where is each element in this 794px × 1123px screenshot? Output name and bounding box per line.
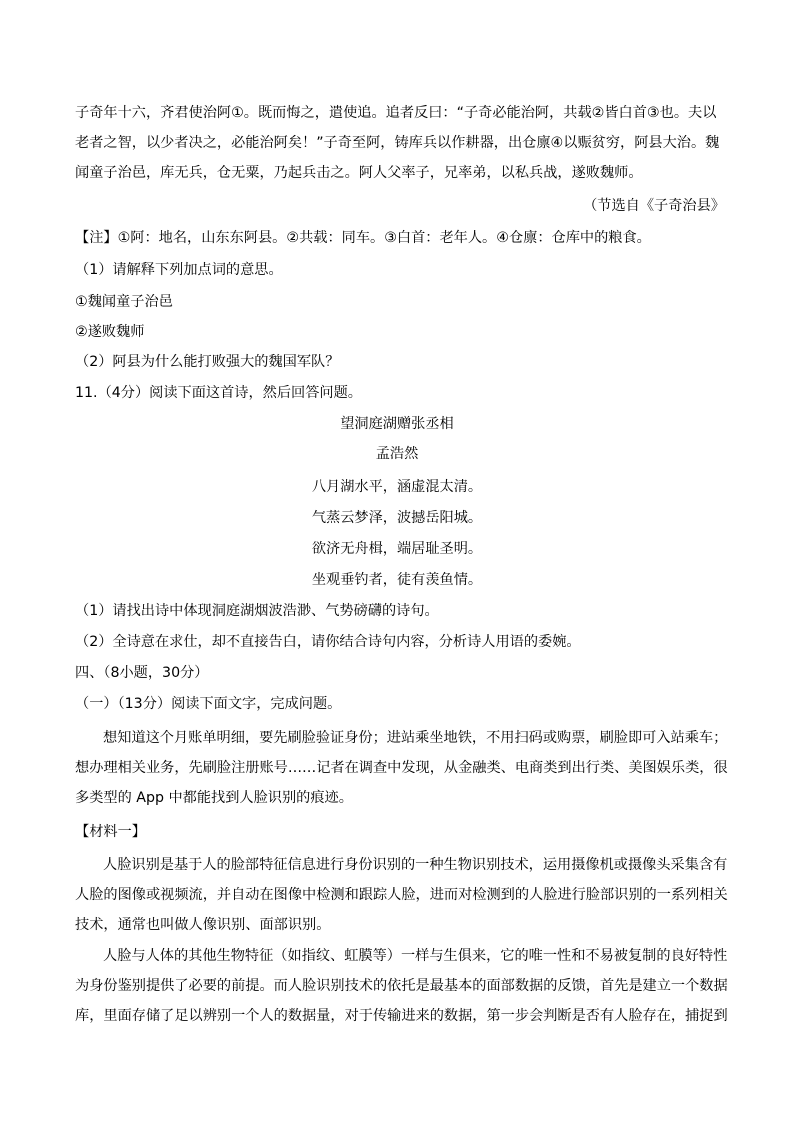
para1-line-3: 技术，通常也叫做人像识别、面部识别。 [75, 917, 331, 933]
passage-source: （节选自《子奇治县》 [583, 198, 725, 214]
passage-line-3: 闻童子治邑，库无兵，仓无粟，乃起兵击之。阿人父率子，兄率弟，以私兵战，遂败魏师。 [75, 165, 643, 181]
q10-subquestion-2: （2）阿县为什么能打败强大的魏国军队？ [75, 354, 340, 370]
intro-line-3: 多类型的 App 中都能找到人脸识别的痕迹。 [75, 790, 353, 806]
passage-line-2: 老者之智，以少者决之，必能治阿矣！”子奇至阿，铸库兵以作耕器，出仓廪④以赈贫穷，阿县大治。魏 [75, 135, 720, 151]
poem-title: 望洞庭湖赠张丞相 [340, 416, 454, 432]
poem-line-3: 欲济无舟楫，端居耻圣明。 [311, 541, 483, 557]
q11-subquestion-1: （1）请找出诗中体现洞庭湖烟波浩渺、气势磅礴的诗句。 [75, 603, 439, 619]
q10-item-2: ②遂败魏师 [75, 324, 145, 340]
para1-line-2: 人脸的图像或视频流，并自动在图像中检测和跟踪人脸，进而对检测到的人脸进行脸部识别的一系列相关 [75, 887, 728, 903]
para1-line-1: 人脸识别是基于人的脸部特征信息进行身份识别的一种生物识别技术，运用摄像机或摄像头采集含有 [103, 857, 728, 873]
passage-line-1: 子奇年十六，齐君使治阿①。既而悔之，遣使追。追者反曰：“子奇必能治阿，共载②皆白首③也。夫以 [75, 105, 717, 121]
q11-header: 11.（4分）阅读下面这首诗，然后回答问题。 [75, 385, 362, 401]
q11-subquestion-2: （2）全诗意在求仕，却不直接告白，请你结合诗句内容，分析诗人用语的委婉。 [75, 634, 581, 650]
intro-line-1: 想知道这个月账单明细，要先刷脸验证身份；进站乘坐地铁，不用扫码或购票，刷脸即可入站乘车； [103, 730, 728, 746]
section-4-part-1: （一）（13分）阅读下面文字，完成问题。 [75, 696, 342, 712]
para2-line-2: 为身份鉴别提供了必要的前提。而人脸识别技术的依托是最基本的面部数据的反馈，首先是建立一个数据 [75, 978, 728, 994]
q10-subquestion-1: （1）请解释下列加点词的意思。 [75, 262, 283, 278]
poem-line-4: 坐观垂钓者，徒有羡鱼情。 [311, 572, 483, 588]
para2-line-3: 库，里面存储了足以辨别一个人的数据量，对于传输进来的数据，第一步会判断是否有人脸存在，捕捉到 [75, 1008, 728, 1024]
annotation-note: 【注】①阿：地名，山东东阿县。②共载：同车。③白首：老年人。④仓廪：仓库中的粮食。 [75, 230, 651, 246]
q10-item-1: ①魏闻童子治邑 [75, 294, 173, 310]
material-1-label: 【材料一】 [75, 824, 146, 840]
section-4-header: 四、（8小题，30分） [75, 665, 209, 681]
poem-line-2: 气蒸云梦泽，波撼岳阳城。 [311, 510, 483, 526]
poem-author: 孟浩然 [375, 446, 419, 462]
poem-line-1: 八月湖水平，涵虚混太清。 [311, 479, 483, 495]
intro-line-2: 想办理相关业务，先刷脸注册账号……记者在调查中发现，从金融类、电商类到出行类、美图娱乐类，很 [75, 760, 728, 776]
para2-line-1: 人脸与人体的其他生物特征（如指纹、虹膜等）一样与生俱来，它的唯一性和不易被复制的良好特性 [103, 948, 728, 964]
